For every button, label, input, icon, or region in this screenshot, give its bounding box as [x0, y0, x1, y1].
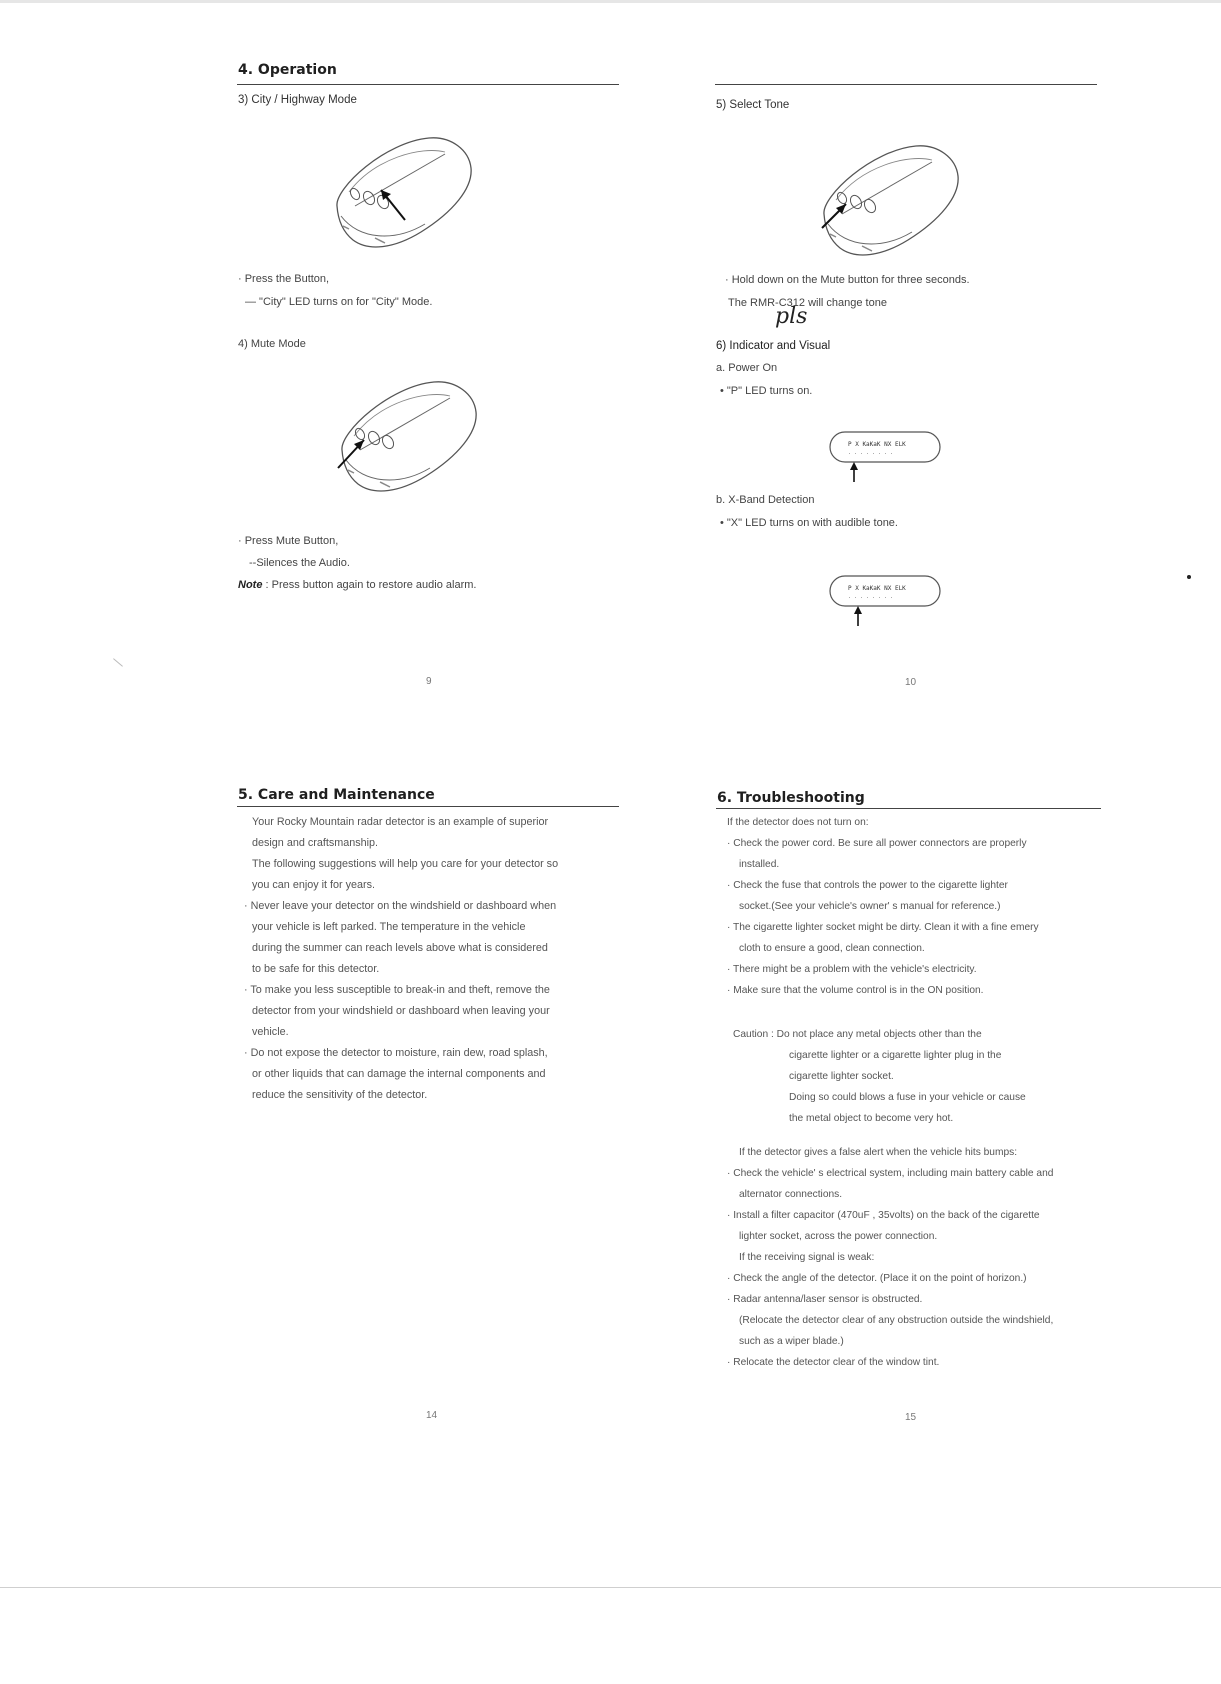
trouble-line: cloth to ensure a good, clean connection.	[739, 943, 925, 954]
xband-led-panel-illustration	[828, 574, 944, 630]
troubleshooting-alert-text	[727, 1142, 1103, 1373]
trouble-line: · Check the angle of the detector. (Place it on the point of horizon.)	[727, 1273, 1027, 1284]
care-maintenance-text	[244, 812, 622, 1106]
care-line: or other liquids that can damage the internal components and	[252, 1068, 546, 1080]
indicator-title: 6) Indicator and Visual	[716, 340, 831, 352]
city-mode-title: 3) City / Highway Mode	[238, 94, 357, 106]
care-line: · To make you less susceptible to break-in and theft, remove the	[244, 984, 550, 996]
page-number: 9	[426, 676, 432, 687]
caution-line: cigarette lighter socket.	[789, 1071, 894, 1082]
care-line: · Never leave your detector on the windshield or dashboard when	[244, 900, 557, 912]
power-led-panel-illustration	[828, 430, 944, 486]
radar-detector-mute-illustration	[330, 372, 490, 500]
trouble-line: such as a wiper blade.)	[739, 1336, 844, 1347]
care-line: your vehicle is left parked. The temperature in the vehicle	[252, 921, 526, 933]
svg-text:P X KaKaK NX ELK: P X KaKaK NX ELK	[848, 585, 906, 592]
care-line: Your Rocky Mountain radar detector is an example of superior	[252, 816, 549, 828]
tone-instruction-1: · Hold down on the Mute button for three seconds.	[725, 274, 970, 286]
trouble-line: socket.(See your vehicle's owner' s manual for reference.)	[739, 901, 1001, 912]
care-line: you can enjoy it for years.	[252, 879, 376, 891]
caution-line: cigarette lighter or a cigarette lighter plug in the	[789, 1050, 1002, 1061]
city-step-1: · Press the Button,	[238, 273, 330, 285]
trouble-line: installed.	[739, 859, 780, 870]
select-tone-title: 5) Select Tone	[716, 99, 790, 111]
radar-detector-tone-illustration	[812, 136, 972, 264]
care-line: The following suggestions will help you care for your detector so	[252, 858, 559, 870]
page-number: 10	[905, 677, 917, 688]
power-on-label: a. Power On	[716, 362, 778, 374]
heading-rule	[715, 84, 1097, 85]
heading-rule	[716, 808, 1101, 809]
scan-edge-bottom	[0, 1587, 1221, 1588]
tone-instruction-2: The RMR-C312 will change tone	[728, 297, 887, 309]
mute-step-1: · Press Mute Button,	[238, 535, 339, 547]
trouble-line: · There might be a problem with the vehicle's electricity.	[727, 964, 977, 975]
trouble-line: alternator connections.	[739, 1189, 843, 1200]
trouble-line: · Check the fuse that controls the power to the cigarette lighter	[727, 880, 1008, 891]
section-heading-operation: 4. Operation	[238, 62, 337, 78]
mute-step-2: --Silences the Audio.	[249, 557, 350, 569]
care-line: to be safe for this detector.	[252, 963, 380, 975]
care-line: during the summer can reach levels above what is considered	[252, 942, 548, 954]
svg-text:. . . . . . . .: . . . . . . . .	[848, 594, 894, 600]
handwritten-annotation: pls	[775, 304, 808, 329]
caution-block	[733, 1024, 1063, 1129]
mute-mode-title: 4) Mute Mode	[238, 338, 306, 350]
mute-note	[238, 579, 476, 591]
care-line: reduce the sensitivity of the detector.	[252, 1089, 428, 1101]
troubleshooting-power-text	[727, 812, 1103, 1001]
section-heading-care: 5. Care and Maintenance	[238, 787, 435, 803]
trouble-line: · Radar antenna/laser sensor is obstructed.	[727, 1294, 923, 1305]
trouble-line: · Relocate the detector clear of the window tint.	[727, 1357, 940, 1368]
heading-rule	[237, 806, 619, 807]
scan-edge-top	[0, 0, 1221, 3]
caution-line: the metal object to become very hot.	[789, 1113, 954, 1124]
care-line: · Do not expose the detector to moisture, rain dew, road splash,	[244, 1047, 548, 1059]
heading-rule	[237, 84, 619, 85]
svg-text:P X KaKaK NX ELK: P X KaKaK NX ELK	[848, 441, 906, 448]
page-number: 15	[905, 1412, 917, 1423]
radar-detector-city-illustration	[325, 128, 485, 256]
trouble-line: If the detector gives a false alert when the vehicle hits bumps:	[739, 1147, 1018, 1158]
trouble-line: · The cigarette lighter socket might be dirty. Clean it with a fine emery	[727, 922, 1039, 933]
trouble-line: lighter socket, across the power connection.	[739, 1231, 938, 1242]
section-heading-troubleshooting: 6. Troubleshooting	[717, 790, 865, 806]
trouble-line: If the detector does not turn on:	[727, 817, 869, 828]
trouble-line: · Install a filter capacitor (470uF , 35volts) on the back of the cigarette	[727, 1210, 1040, 1221]
xband-label: b. X-Band Detection	[716, 494, 815, 506]
care-line: vehicle.	[252, 1026, 289, 1038]
trouble-line: (Relocate the detector clear of any obstruction outside the windshield,	[739, 1315, 1054, 1326]
xband-led-text: • "X" LED turns on with audible tone.	[720, 517, 898, 529]
page-number: 14	[426, 1410, 438, 1421]
caution-line: Doing so could blows a fuse in your vehicle or cause	[789, 1092, 1026, 1103]
trouble-line: If the receiving signal is weak:	[739, 1252, 875, 1263]
caution-line: Caution : Do not place any metal objects other than the	[733, 1029, 982, 1040]
trouble-line: · Make sure that the volume control is in the ON position.	[727, 985, 984, 996]
trouble-line: · Check the vehicle' s electrical system, including main battery cable and	[727, 1168, 1054, 1179]
note-text: : Press button again to restore audio alarm.	[265, 579, 477, 591]
care-line: design and craftsmanship.	[252, 837, 379, 849]
care-line: detector from your windshield or dashboard when leaving your	[252, 1005, 550, 1017]
svg-text:. . . . . . . .: . . . . . . . .	[848, 450, 894, 456]
note-label: Note	[238, 579, 263, 591]
scan-speck	[1187, 575, 1191, 579]
power-led-text: • "P" LED turns on.	[720, 385, 813, 397]
trouble-line: · Check the power cord. Be sure all power connectors are properly	[727, 838, 1027, 849]
city-step-2: — "City" LED turns on for "City" Mode.	[245, 296, 433, 308]
scan-speck	[113, 658, 123, 666]
